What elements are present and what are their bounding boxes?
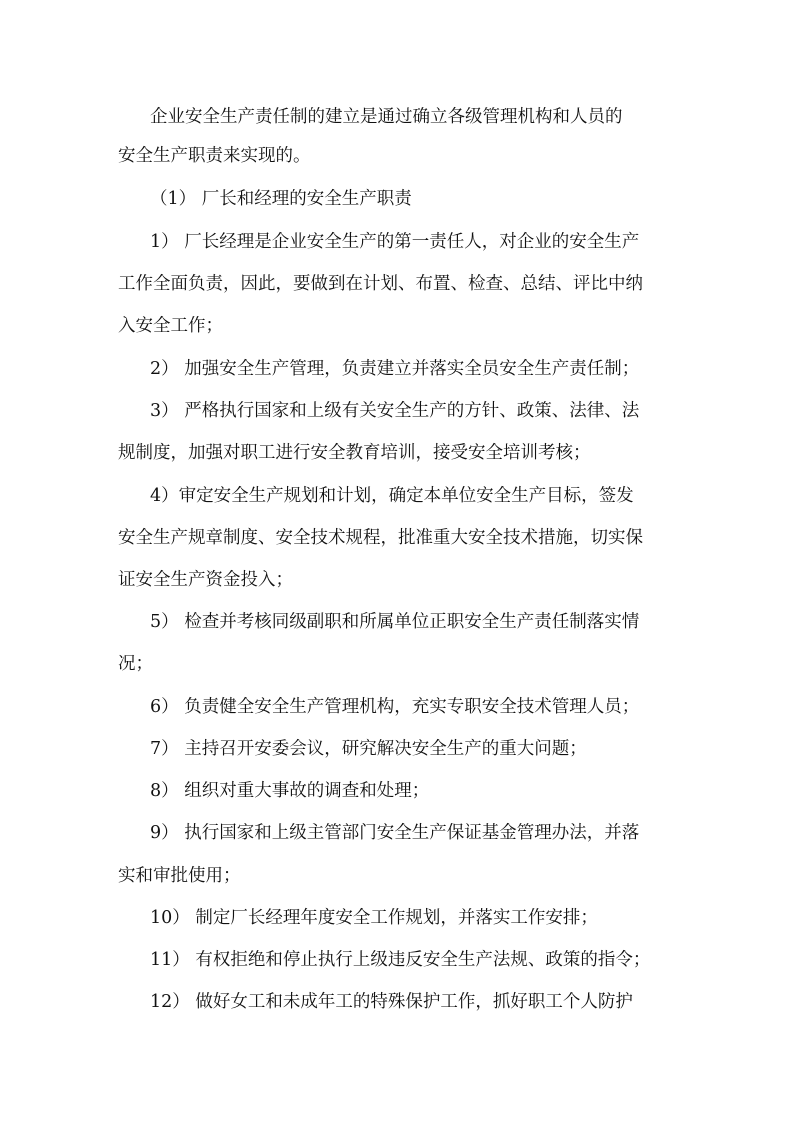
paragraph-line: 实和审批使用； — [118, 866, 241, 886]
list-item: 11） 有权拒绝和停止执行上级违反安全生产法规、政策的指令； — [150, 950, 651, 970]
paragraph-line: 企业安全生产责任制的建立是通过确立各级管理机构和人员的 — [150, 107, 623, 127]
paragraph-line: 入安全工作； — [118, 316, 223, 336]
paragraph-line: 况； — [118, 654, 153, 674]
paragraph-line: 安全生产职责来实现的。 — [118, 146, 311, 166]
section-heading: （1） 厂长和经理的安全生产职责 — [150, 189, 412, 209]
paragraph-line: 工作全面负责，因此，要做到在计划、布置、检查、总结、评比中纳 — [118, 274, 643, 294]
list-item: 4）审定安全生产规划和计划，确定本单位安全生产目标，签发 — [150, 486, 634, 506]
paragraph-line: 证安全生产资金投入； — [118, 570, 293, 590]
list-item: 7） 主持召开安委会议，研究解决安全生产的重大问题； — [150, 739, 587, 759]
list-item: 2） 加强安全生产管理，负责建立并落实全员安全生产责任制； — [150, 359, 640, 379]
paragraph-line: 安全生产规章制度、安全技术规程，批准重大安全技术措施，切实保 — [118, 528, 643, 548]
list-item: 8） 组织对重大事故的调查和处理； — [150, 781, 430, 801]
list-item: 5） 检查并考核同级副职和所属单位正职安全生产责任制落实情 — [150, 612, 640, 632]
list-item: 10） 制定厂长经理年度安全工作规划，并落实工作安排； — [150, 908, 598, 928]
list-item: 3） 严格执行国家和上级有关安全生产的方针、政策、法律、法 — [150, 401, 640, 421]
list-item: 12） 做好女工和未成年工的特殊保护工作，抓好职工个人防护 — [150, 992, 633, 1012]
list-item: 9） 执行国家和上级主管部门安全生产保证基金管理办法，并落 — [150, 823, 640, 843]
paragraph-line: 规制度，加强对职工进行安全教育培训，接受安全培训考核； — [118, 443, 591, 463]
list-item: 6） 负责健全安全生产管理机构，充实专职安全技术管理人员； — [150, 697, 640, 717]
list-item: 1） 厂长经理是企业安全生产的第一责任人，对企业的安全生产 — [150, 232, 640, 252]
